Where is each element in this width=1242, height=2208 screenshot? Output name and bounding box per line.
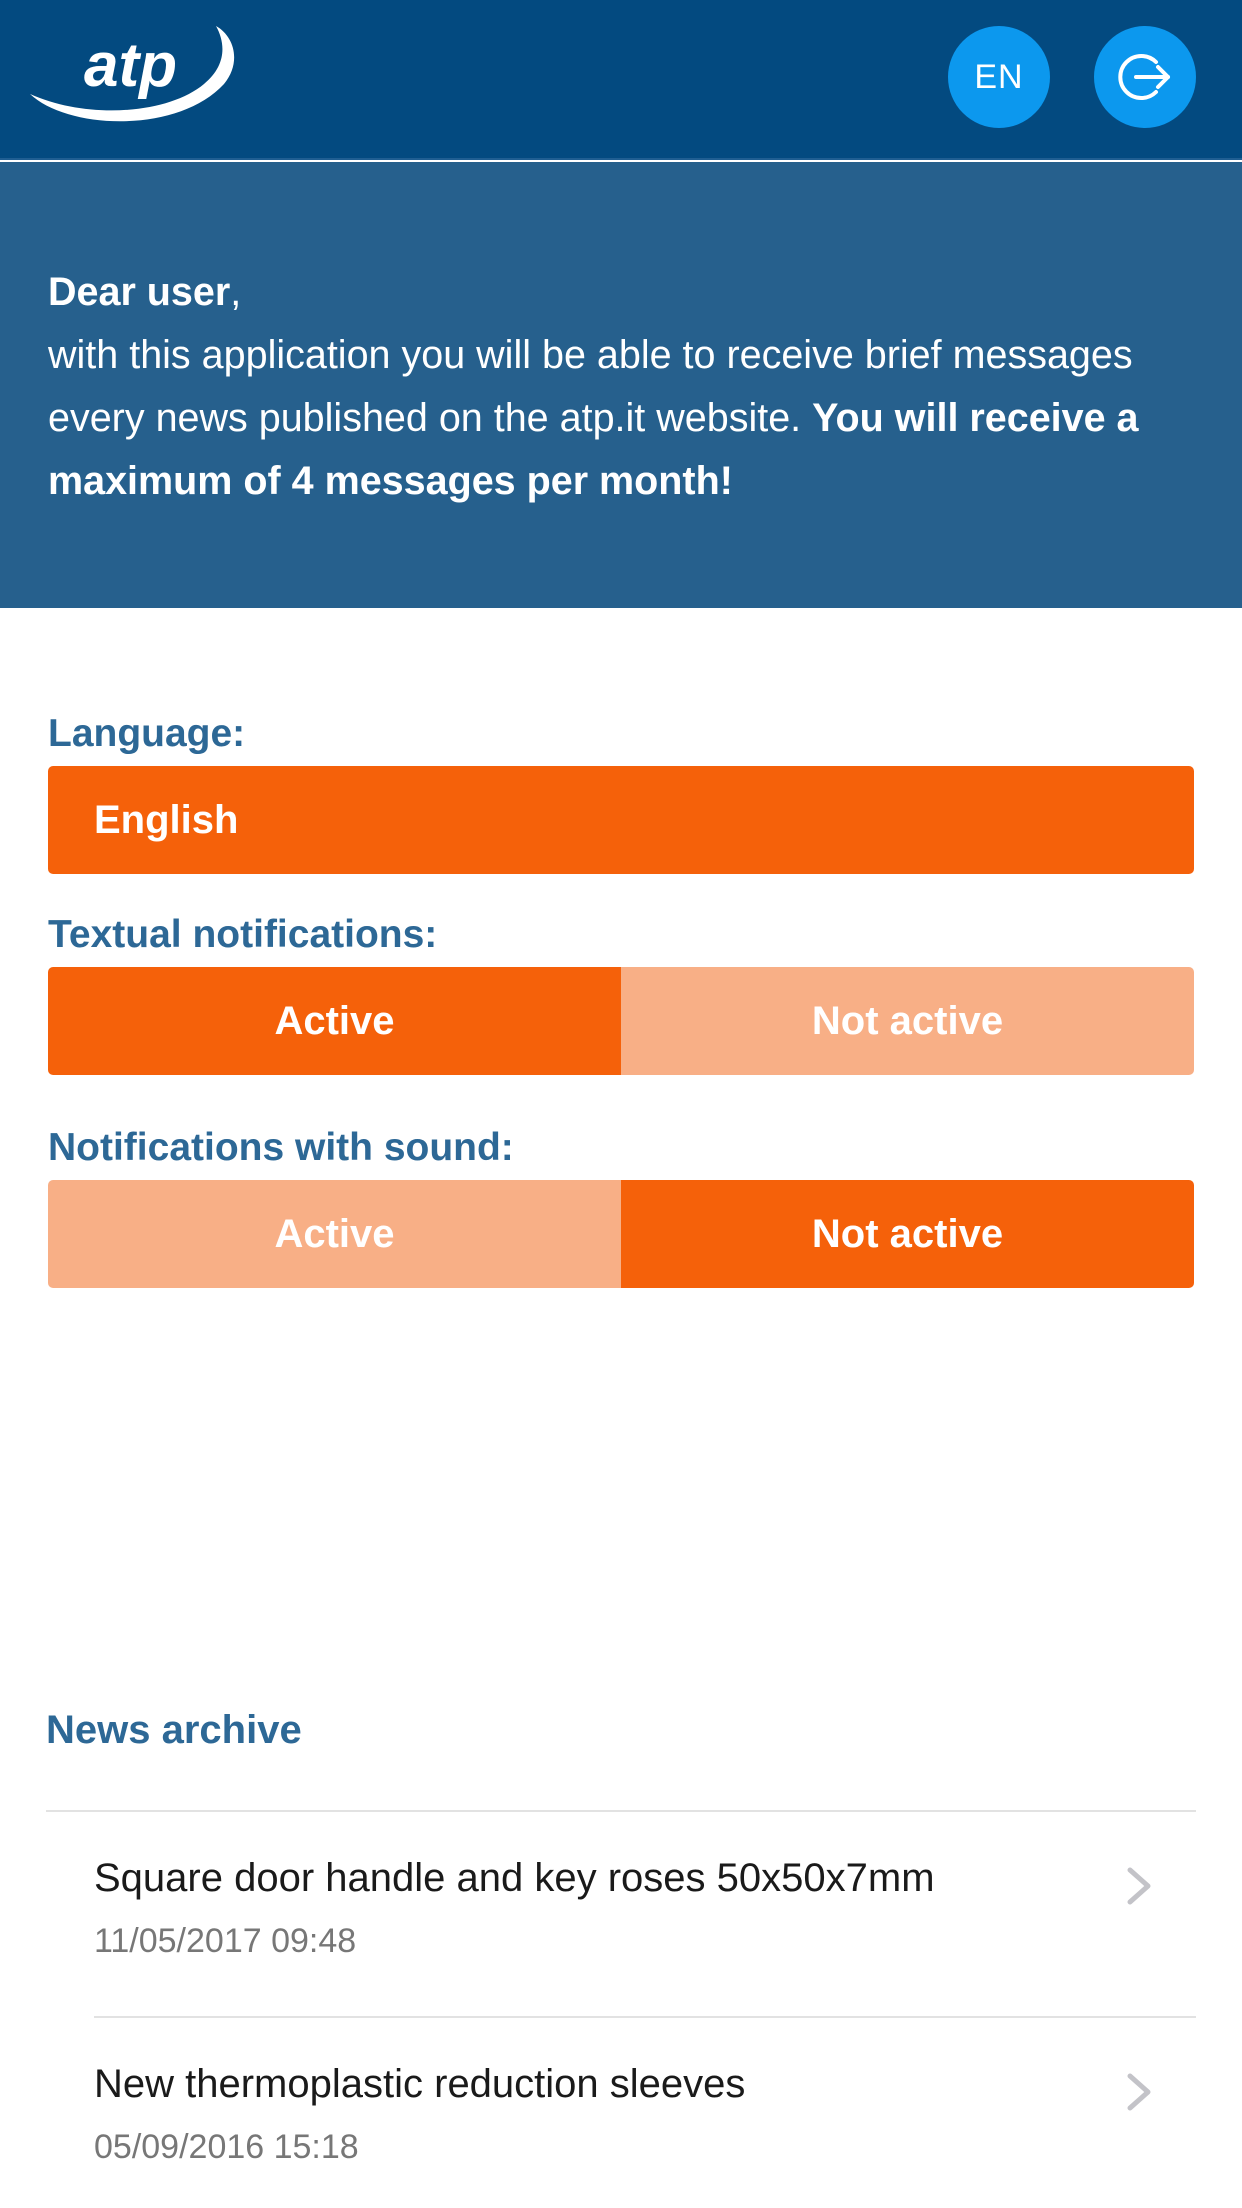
sound-notifications-toggle	[48, 1180, 1194, 1288]
news-item-date: 11/05/2017 09:48	[94, 1922, 357, 1960]
news-archive-title: News archive	[46, 1708, 302, 1752]
news-item-date: 05/09/2016 15:18	[94, 2128, 359, 2166]
sound-active-label: Active	[274, 1211, 395, 1256]
sound-active-option[interactable]	[48, 1180, 621, 1288]
textual-not-active-option[interactable]	[621, 967, 1194, 1075]
intro-banner	[0, 162, 1242, 608]
sound-notifications-label: Notifications with sound:	[48, 1126, 514, 1169]
logout-icon	[1116, 48, 1174, 106]
textual-not-active-label: Not active	[811, 998, 1004, 1043]
logo-text: atp	[84, 31, 177, 100]
news-item-title: New thermoplastic reduction sleeves	[94, 2062, 746, 2106]
textual-notifications-label: Textual notifications:	[48, 913, 438, 956]
logout-button[interactable]	[1094, 26, 1196, 128]
language-label: Language:	[48, 712, 246, 755]
intro-greeting: Dear user	[48, 270, 231, 314]
language-button[interactable]	[948, 26, 1050, 128]
intro-body-bold: You will receive a maximum of 4 messages per month!	[48, 396, 1139, 503]
language-select-value: English	[94, 797, 239, 842]
news-item[interactable]	[94, 2018, 1196, 2208]
language-select[interactable]	[48, 766, 1194, 874]
intro-body: with this application you will be able to receive brief messages every news published on the atp.it website.	[48, 333, 1133, 440]
language-button-label: EN	[974, 57, 1024, 96]
textual-active-option[interactable]	[48, 967, 621, 1075]
atp-logo	[28, 22, 244, 134]
news-item[interactable]	[94, 1812, 1196, 2018]
top-bar	[0, 0, 1242, 160]
textual-notifications-toggle	[48, 967, 1194, 1075]
news-item-title: Square door handle and key roses 50x50x7mm	[94, 1856, 935, 1900]
textual-active-label: Active	[274, 998, 395, 1043]
chevron-right-icon	[1124, 1864, 1154, 1908]
chevron-right-icon	[1124, 2070, 1154, 2114]
sound-not-active-label: Not active	[811, 1211, 1004, 1256]
sound-not-active-option[interactable]	[621, 1180, 1194, 1288]
intro-greeting-comma: ,	[230, 270, 242, 314]
